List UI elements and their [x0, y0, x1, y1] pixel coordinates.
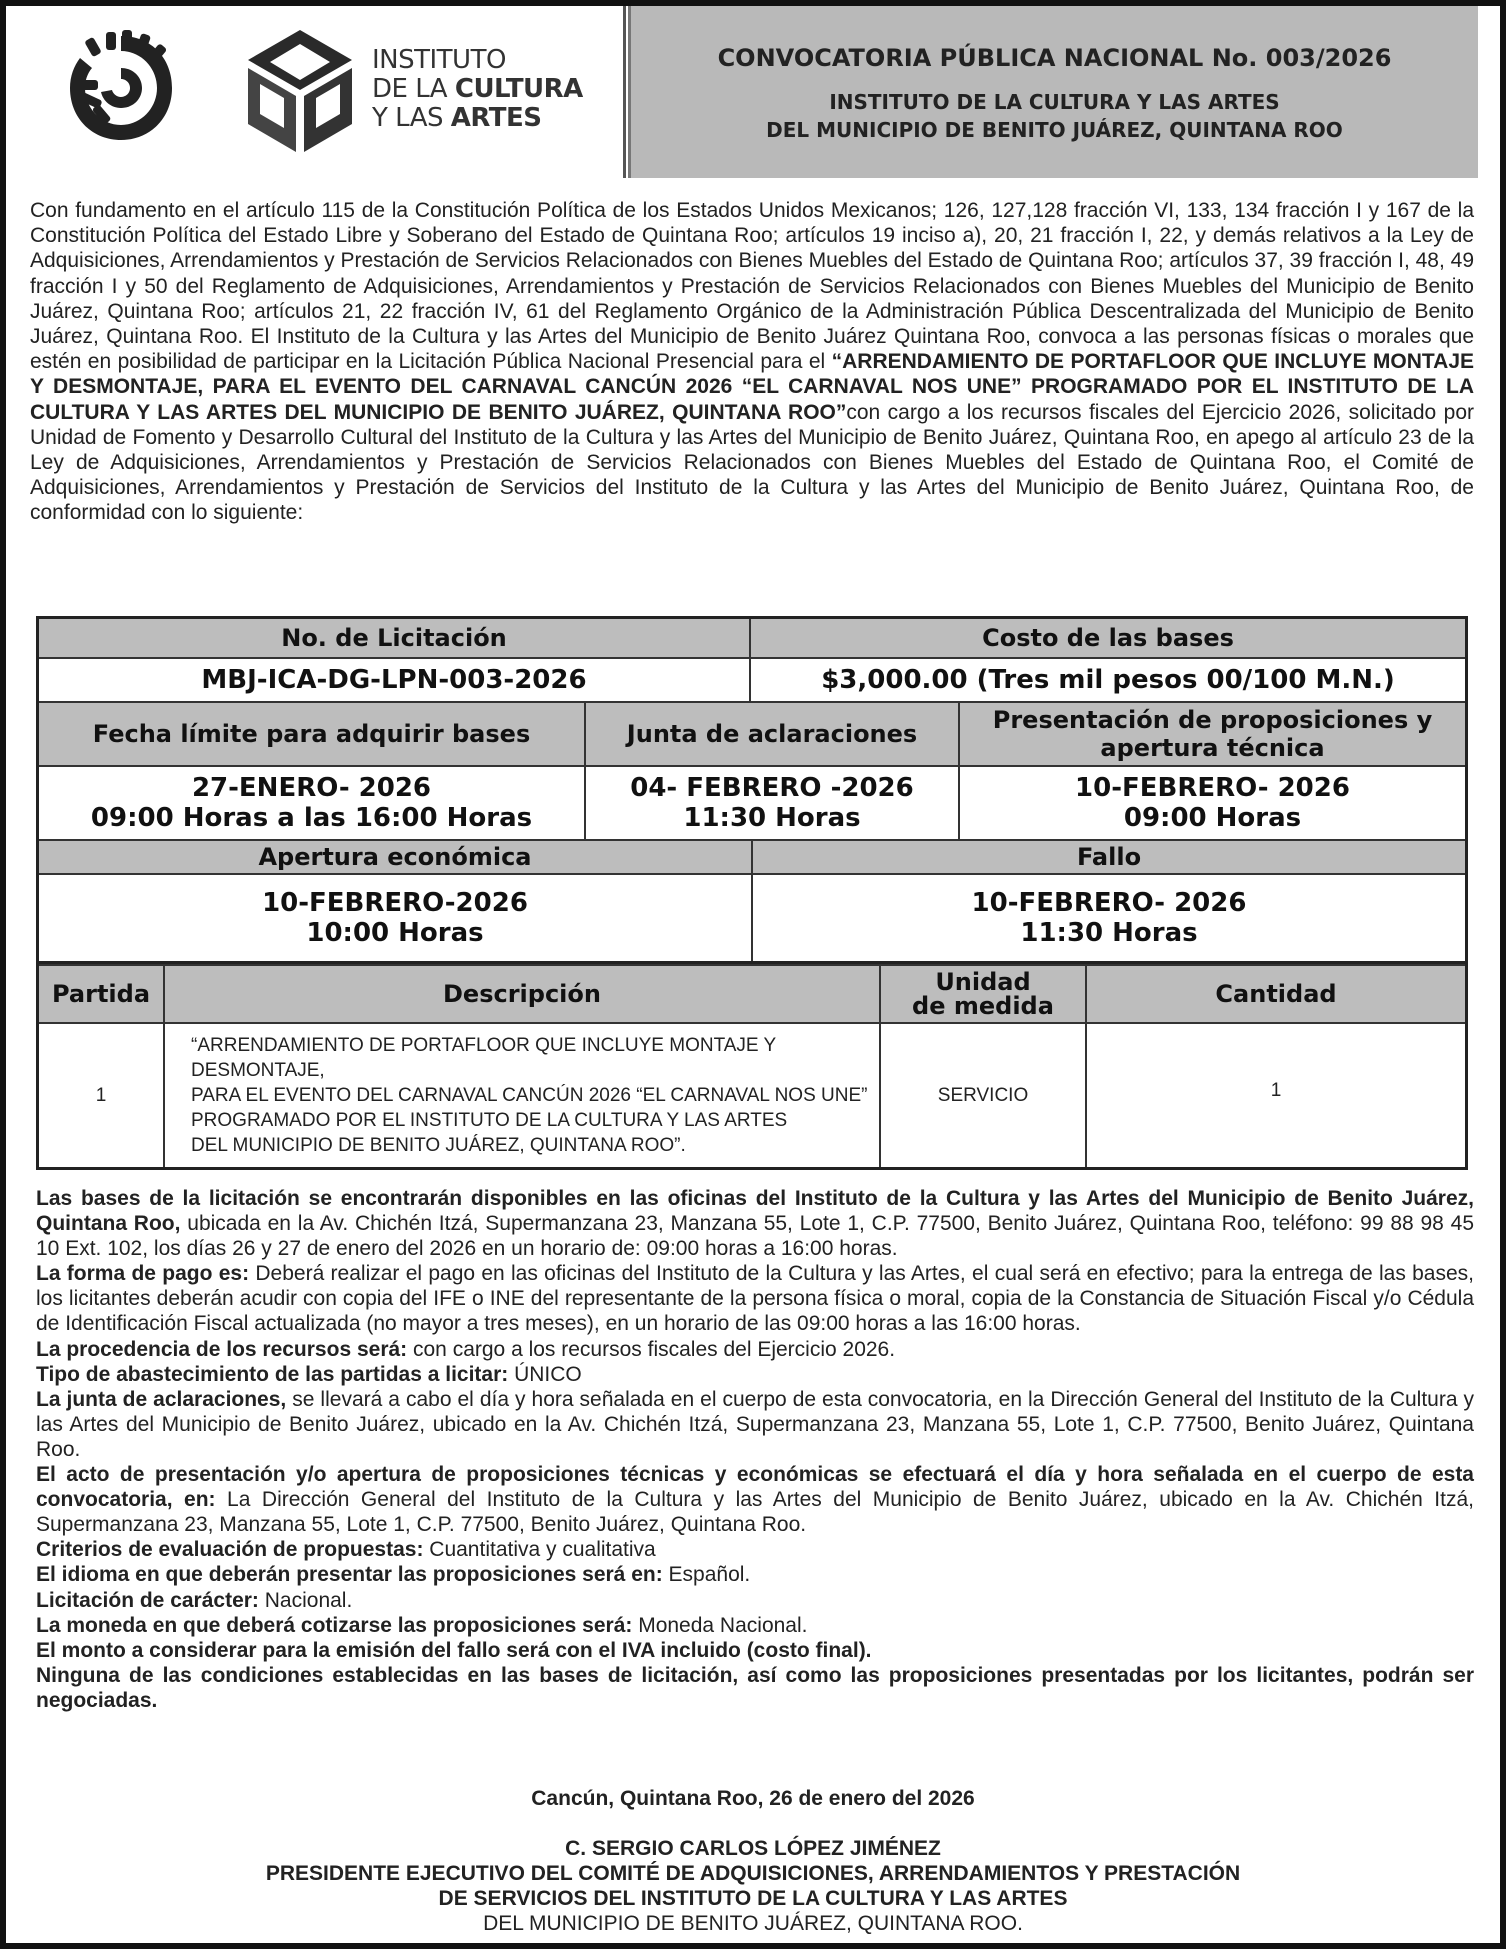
institute-cube-logo [240, 28, 360, 154]
institute-logo-text [372, 46, 583, 133]
junta-aclaraciones-header: Junta de aclaraciones [586, 703, 960, 767]
logo-line-2: DE LA CULTURA [372, 74, 583, 104]
condition-bases: Las bases de la licitación se encontrarán disponibles en las oficinas del Instituto de la Cultura y las Artes del Municipio de Benito Juárez, Quintana Roo, ubicada en la Av. Chichén Itzá, Supermanzana 23, Manzana 55, Lote 1, C.P. 77500, Benito Juárez, Quintana Roo, teléfono: 99 88 98 45 10 Ext. 102, los días 26 y 27 de enero del 2026 en un horario de: 09:00 horas a 16:00 horas. [36, 1187, 1474, 1261]
condition-forma-pago: La forma de pago es: Deberá realizar el pago en las oficinas del Instituto de la Cultura y las Artes, el cual será en efectivo; para la entrega de las bases, los licitantes deberán acudir con copia del IFE o INE del representante de la persona física o moral, copia de la Constancia de Situación Fiscal y/o Cédula de Identificación Fiscal actualizada (no mayor a tres meses), en un horario de las 09:00 horas a las 16:00 horas. [36, 1262, 1474, 1336]
descripcion-header: Descripción [165, 964, 881, 1024]
convocatoria-subtitle: INSTITUTO DE LA CULTURA Y LAS ARTES DEL MUNICIPIO DE BENITO JUÁREZ, QUINTANA ROO [766, 90, 1343, 142]
intro-paragraph: Con fundamento en el artículo 115 de la Constitución Política de los Estados Unidos Mexicanos; 126, 127,128 fracción VI, 133, 134 fracción I y 167 de la Constitución Política del Estado Libre y Soberano del Estado de Quintana Roo; artículos 19 inciso a), 20, 21 fracción I, 22, y demás relativos a la Ley de Adquisiciones, Arrendamientos y Prestación de Servicios Relacionados con Bienes Muebles del Estado de Quintana Roo; artículos 37, 39 fracción I, 48, 49 fracción I y 50 del Reglamento de Adquisiciones, Arrendamientos y Prestación de Servicios Relacionados con Bienes Muebles del Municipio de Benito Juárez, Quintana Roo; artículos 21, 22 fracción IV, 61 del Reglamento Orgánico de la Administración Pública Descentralizada del Municipio de Benito Juárez, Quintana Roo. El Instituto de la Cultura y las Artes del Municipio de Benito Juárez Quintana Roo, convoca a las personas físicas o morales que estén en posibilidad de participar en la Licitación Pública Nacional Presencial para el “ARRENDAMIENTO DE PORTAFLOOR QUE INCLUYE MONTAJE Y DESMONTAJE, PARA EL EVENTO DEL CARNAVAL CANCÚN 2026 “EL CARNAVAL NOS UNE” PROGRAMADO POR EL INSTITUTO DE LA CULTURA Y LAS ARTES DEL MUNICIPIO DE BENITO JUÁREZ, QUINTANA ROO”con cargo a los recursos fiscales del Ejercicio 2026, solicitado por Unidad de Fomento y Desarrollo Cultural del Instituto de la Cultura y las Artes del Municipio de Benito Juárez, Quintana Roo, en apego al artículo 23 de la Ley de Adquisiciones, Arrendamientos y Prestación de Servicios Relacionados con Bienes Muebles del Estado de Quintana Roo, el Comité de Adquisiciones, Arrendamientos y Prestación de Servicios del Instituto de la Cultura y las Artes del Municipio de Benito Juárez, Quintana Roo, de conformidad con lo siguiente: [30, 199, 1474, 525]
title-box [628, 6, 1478, 178]
licitacion-number-header: No. de Licitación [39, 619, 751, 659]
licitacion-info-table [36, 616, 1468, 964]
apertura-economica-header: Apertura económica [39, 841, 753, 875]
condition-caracter: Licitación de carácter: Nacional. [36, 1588, 353, 1612]
condition-junta: La junta de aclaraciones, se llevará a cabo el día y hora señalada en el cuerpo de esta convocatoria, en la Dirección General del Instituto de la Cultura y las Artes del Municipio de Benito Juárez, ubicado en la Av. Chichén Itzá, Supermanzana 23, Manzana 55, Lote 1, C.P. 77500, Benito Juárez, Quintana Roo. [36, 1387, 1475, 1461]
condition-criterios: Criterios de evaluación de propuestas: Cuantitativa y cualitativa [36, 1538, 656, 1562]
descripcion-cell: “ARRENDAMIENTO DE PORTAFLOOR QUE INCLUYE MONTAJE Y DESMONTAJE, PARA EL EVENTO DEL CARNAVAL CANCÚN 2026 “EL CARNAVAL NOS UNE” PROGRAMADO POR EL INSTITUTO DE LA CULTURA Y LAS ARTES DEL MUNICIPIO DE BENITO JUÁREZ, QUINTANA ROO”. [165, 1024, 881, 1167]
partida-header: Partida [39, 964, 165, 1024]
conditions-section [36, 1186, 1474, 1713]
condition-negociacion: Ninguna de las condiciones establecidas en las bases de licitación, así como las proposiciones presentadas por los licitantes, podrán ser negociadas. [36, 1663, 1474, 1712]
logo-line-3: Y LAS ARTES [372, 103, 542, 133]
condition-idioma: El idioma en que deberán presentar las proposiciones será en: Español. [36, 1563, 751, 1587]
apertura-economica-value: 10-FEBRERO-2026 10:00 Horas [39, 875, 753, 961]
place-date: Cancún, Quintana Roo, 26 de enero del 2026 [531, 1787, 975, 1810]
signature-block: C. SERGIO CARLOS LÓPEZ JIMÉNEZ PRESIDENTE EJECUTIVO DEL COMITÉ DE ADQUISICIONES, ARRENDAMIENTOS Y PRESTACIÓN DE SERVICIOS DEL INSTITUTO DE LA CULTURA Y LAS ARTES DEL MUNICIPIO DE BENITO JUÁREZ, QUINTANA ROO. [265, 1837, 1241, 1935]
presentacion-header: Presentación de proposiciones y apertura técnica [960, 703, 1465, 767]
costo-bases-value: $3,000.00 (Tres mil pesos 00/100 M.N.) [751, 659, 1465, 703]
condition-abastecimiento: Tipo de abastecimiento de las partidas a licitar: ÚNICO [36, 1362, 582, 1386]
logo-line-1: INSTITUTO [372, 45, 506, 75]
document-page [6, 6, 1500, 1943]
cantidad-cell: 1 [1087, 1024, 1465, 1167]
municipality-spiral-logo [66, 28, 176, 148]
condition-moneda: La moneda en que deberá cotizarse las proposiciones será: Moneda Nacional. [36, 1613, 808, 1637]
fecha-limite-value: 27-ENERO- 2026 09:00 Horas a las 16:00 Horas [39, 767, 586, 841]
junta-aclaraciones-value: 04- FEBRERO -2026 11:30 Horas [586, 767, 960, 841]
condition-procedencia: La procedencia de los recursos será: con cargo a los recursos fiscales del Ejercicio 2026. [36, 1337, 896, 1361]
presentacion-value: 10-FEBRERO- 2026 09:00 Horas [960, 767, 1465, 841]
header [6, 6, 1500, 178]
licitacion-number-value: MBJ-ICA-DG-LPN-003-2026 [39, 659, 751, 703]
condition-monto: El monto a considerar para la emisión del fallo será con el IVA incluido (costo final). [36, 1638, 872, 1662]
partidas-table [36, 964, 1468, 1170]
cantidad-header: Cantidad [1087, 964, 1465, 1024]
condition-presentacion: El acto de presentación y/o apertura de proposiciones técnicas y económicas se efectuará el día y hora señalada en el cuerpo de esta convocatoria, en: La Dirección General del Instituto de la Cultura y las Artes del Municipio de Benito Juárez, ubicado en la Av. Chichén Itzá, Supermanzana 23, Manzana 55, Lote 1, C.P. 77500, Benito Juárez, Quintana Roo. [36, 1463, 1474, 1537]
partida-cell: 1 [39, 1024, 165, 1167]
fecha-limite-header: Fecha límite para adquirir bases [39, 703, 586, 767]
fallo-header: Fallo [753, 841, 1465, 875]
fallo-value: 10-FEBRERO- 2026 11:30 Horas [753, 875, 1465, 961]
costo-bases-header: Costo de las bases [751, 619, 1465, 659]
unidad-medida-cell: SERVICIO [881, 1024, 1087, 1167]
convocatoria-title: CONVOCATORIA PÚBLICA NACIONAL No. 003/2026 [717, 44, 1392, 72]
unidad-medida-header: Unidad de medida [881, 964, 1087, 1024]
